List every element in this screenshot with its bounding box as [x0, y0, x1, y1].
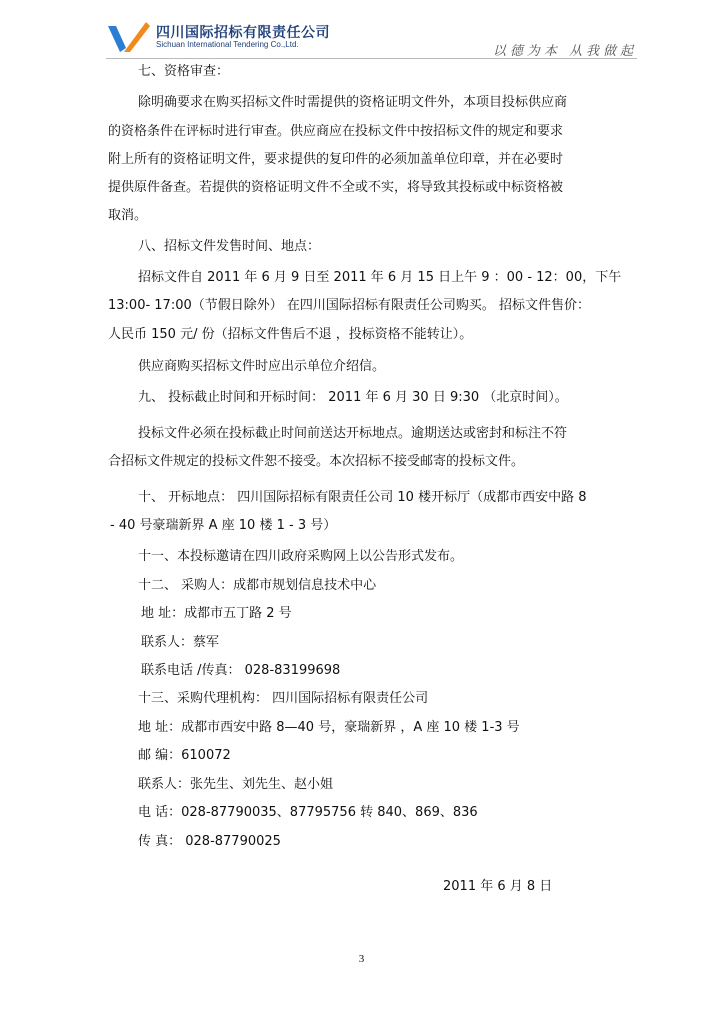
agency-fax: 传 真： 028-87790025	[138, 834, 281, 849]
agency-address: 地 址：成都市西安中路 8—40 号，豪瑞新界 ，A 座 10 楼 1-3 号	[138, 720, 520, 735]
body-line: 人民币 150 元/ 份（招标文件售后不退 ，投标资格不能转让）。	[108, 327, 473, 342]
body-line: 供应商购买招标文件时应出示单位介绍信。	[138, 359, 386, 374]
agency-phone: 电 话：028-87790035、87795756 转 840、869、836	[138, 805, 478, 820]
purchaser-phone: 联系电话 /传真： 028-83199698	[141, 663, 341, 678]
document-date: 2011 年 6 月 8 日	[443, 879, 553, 894]
body-line: 附上所有的资格证明文件，要求提供的复印件的必须加盖单位印章，并在必要时	[108, 152, 564, 167]
company-logo	[106, 20, 330, 54]
purchaser-contact: 联系人：蔡军	[141, 635, 220, 650]
section-9-heading: 九、 投标截止时间和开标时间： 2011 年 6 月 30 日 9:30 （北京时间）。	[138, 390, 568, 405]
section-12-heading: 十二、 采购人：成都市规划信息技术中心	[138, 578, 377, 593]
body-line: 合招标文件规定的投标文件恕不接受。本次招标不接受邮寄的投标文件。	[108, 454, 525, 469]
body-line: 投标文件必须在投标截止时间前送达开标地点。逾期送达或密封和标注不符	[138, 426, 568, 441]
agency-postcode: 邮 编：610072	[138, 748, 231, 763]
purchaser-address: 地 址：成都市五丁路 2 号	[141, 606, 292, 621]
section-13-heading: 十三、采购代理机构： 四川国际招标有限责任公司	[138, 691, 429, 706]
body-line: 除明确要求在购买招标文件时需提供的资格证明文件外，本项目投标供应商	[138, 95, 568, 110]
header-rule	[106, 58, 637, 59]
body-line: 取消。	[108, 208, 148, 223]
company-name-en: Sichuan International Tendering Co.,Ltd.	[156, 40, 299, 49]
body-line: - 40 号豪瑞新界 A 座 10 楼 1 - 3 号）	[110, 518, 337, 533]
page-number: 3	[358, 953, 365, 965]
company-logo-mark	[106, 20, 150, 54]
section-11-heading: 十一、本投标邀请在四川政府采购网上以公告形式发布。	[138, 549, 464, 564]
agency-contact: 联系人：张先生、刘先生、赵小姐	[138, 777, 334, 792]
body-line: 招标文件自 2011 年 6 月 9 日至 2011 年 6 月 15 日上午 9 ：00 - 12：00，下午	[138, 270, 622, 285]
body-line: 13:00- 17:00（节假日除外） 在四川国际招标有限责任公司购买。 招标文件售价：	[108, 298, 591, 313]
section-10-heading: 十、 开标地点： 四川国际招标有限责任公司 10 楼开标厅（成都市西安中路 8	[138, 490, 587, 505]
slogan: 以德为本 从我做起	[492, 44, 637, 59]
body-line: 提供原件备查。若提供的资格证明文件不全或不实，将导致其投标或中标资格被	[108, 180, 564, 195]
section-7-heading: 七、资格审查：	[138, 64, 230, 79]
section-8-heading: 八、招标文件发售时间、地点：	[138, 239, 321, 254]
body-line: 的资格条件在评标时进行审查。供应商应在投标文件中按招标文件的规定和要求	[108, 124, 564, 139]
company-name-cn: 四川国际招标有限责任公司	[156, 25, 330, 41]
